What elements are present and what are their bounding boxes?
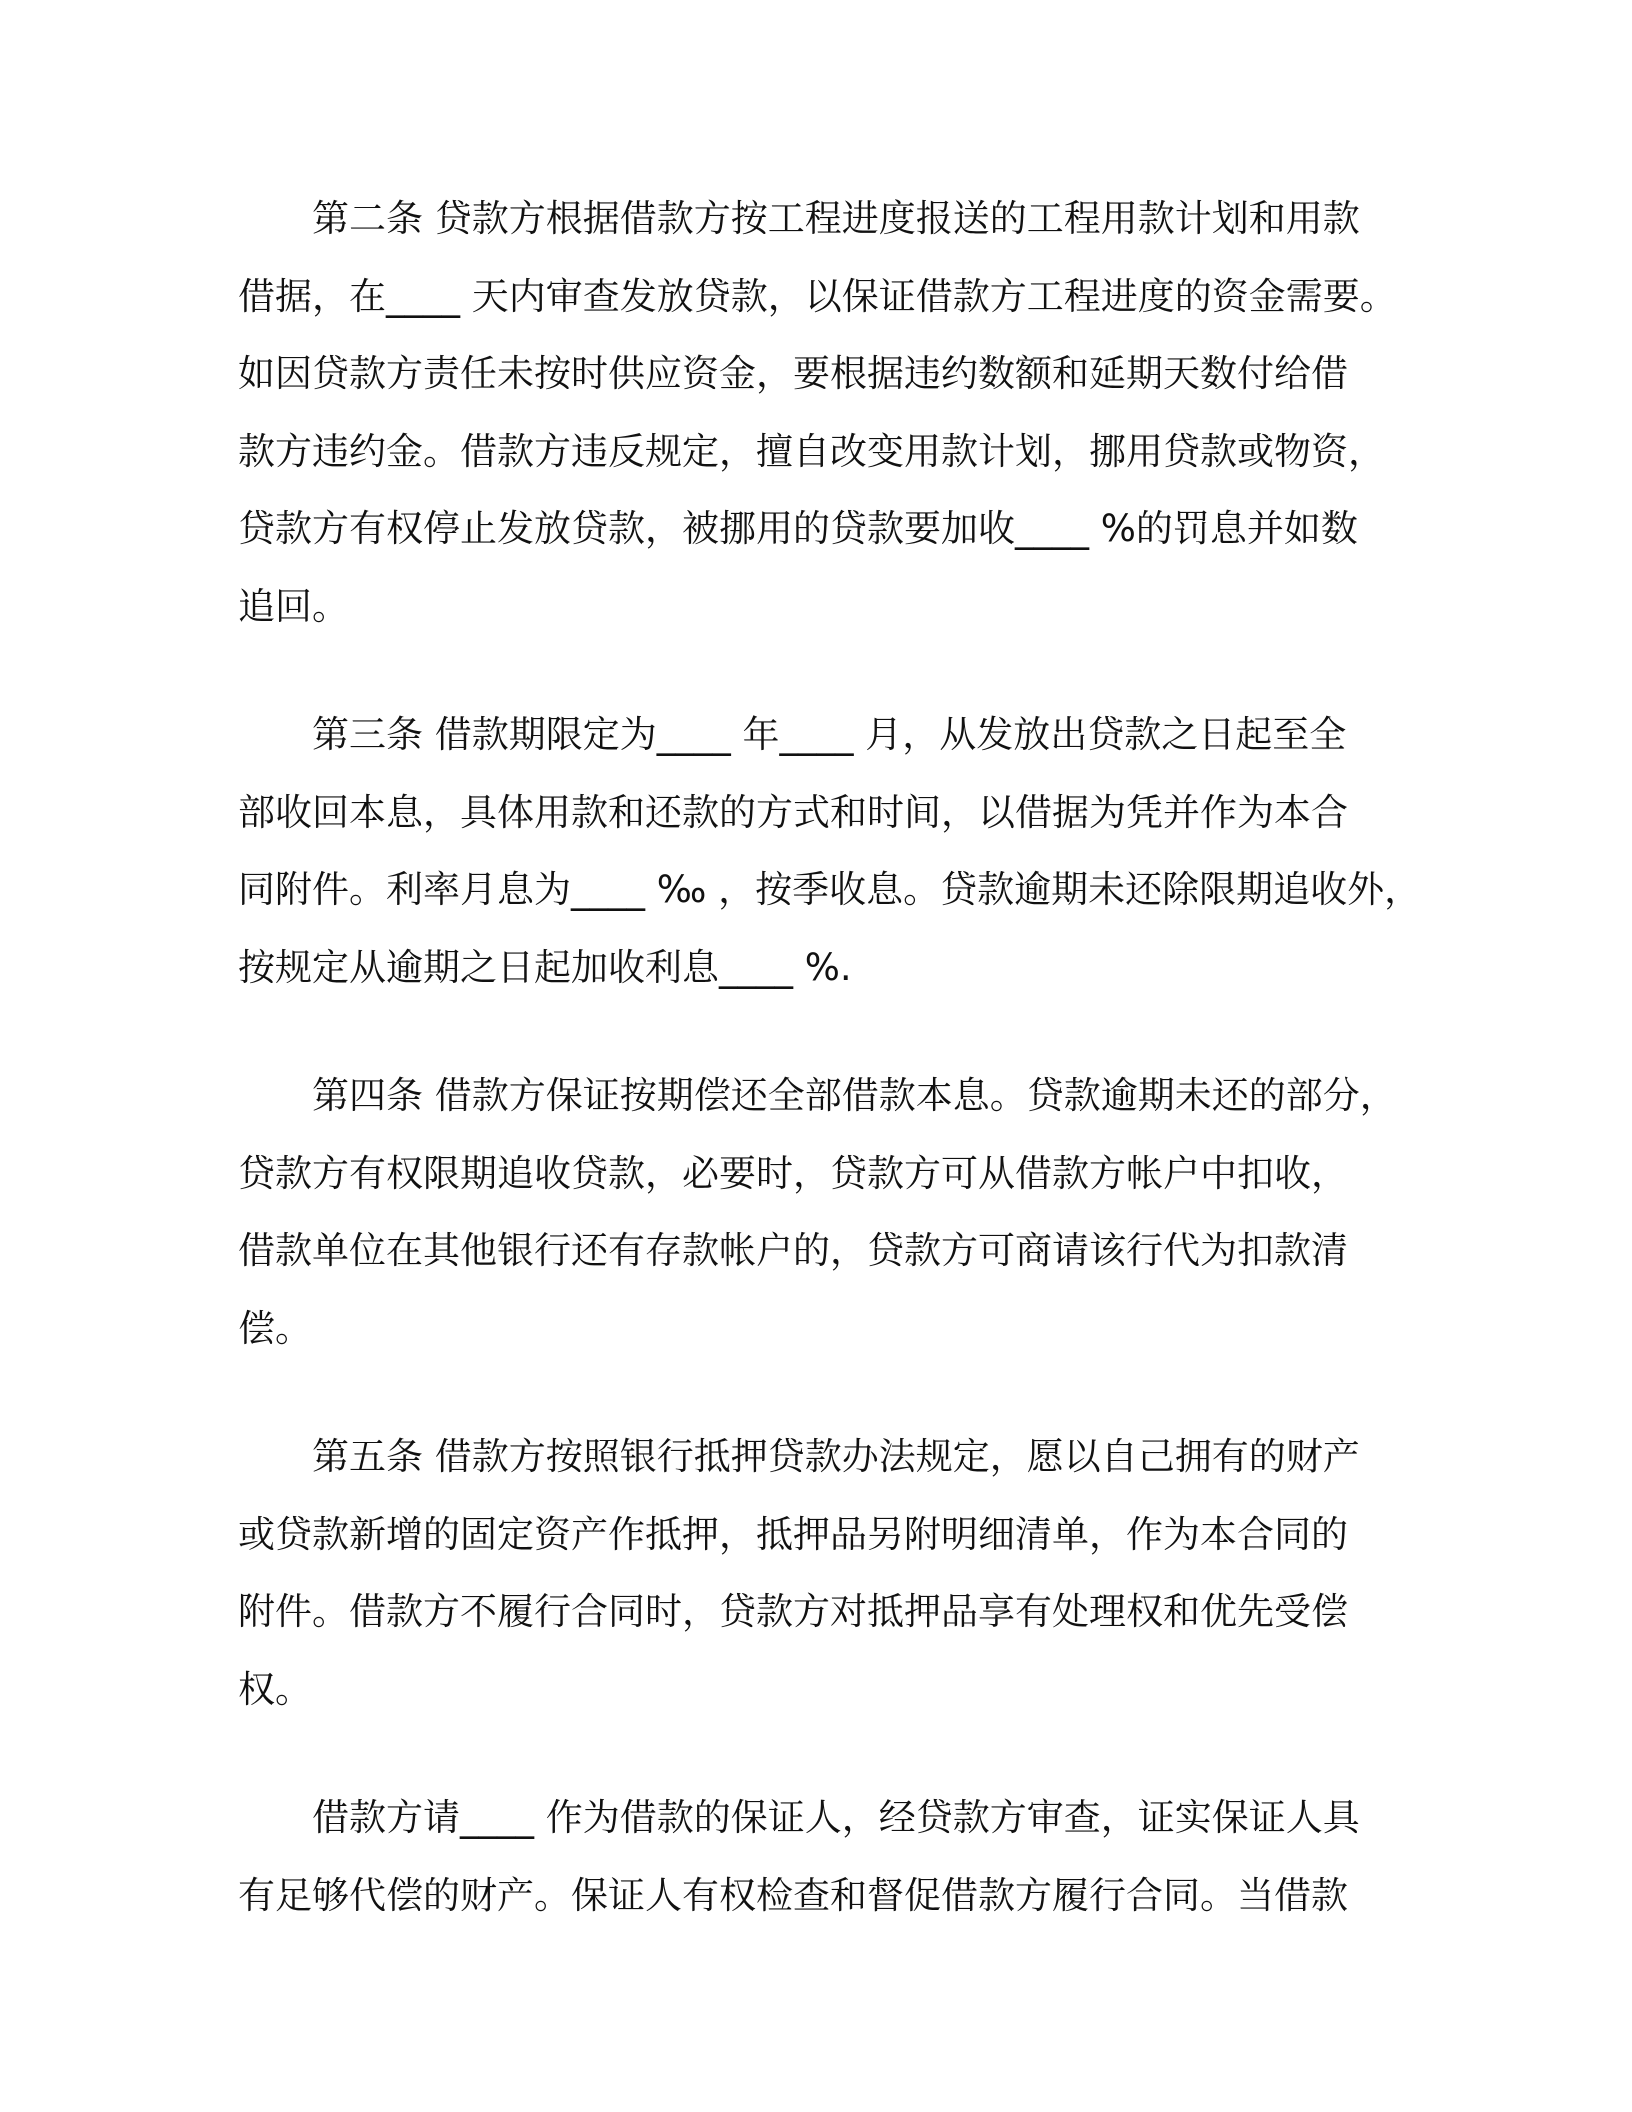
paragraph-line: 如因贷款方责任未按时供应资金，要根据违约数额和延期天数付给借 — [238, 352, 1348, 395]
paragraph-line: 第三条 借款期限定为____ 年____ 月，从发放出贷款之日起至全 — [312, 713, 1347, 756]
paragraph-line: 借据，在____ 天内审查发放贷款，以保证借款方工程进度的资金需要。 — [238, 274, 1397, 318]
paragraph-line: 第四条 借款方保证按期偿还全部借款本息。贷款逾期未还的部分， — [312, 1074, 1397, 1117]
paragraph-line: 借款单位在其他银行还有存款帐户的，贷款方可商请该行代为扣款清 — [238, 1229, 1348, 1272]
paragraph-line: 第五条 借款方按照银行抵押贷款办法规定，愿以自己拥有的财产 — [312, 1435, 1360, 1478]
paragraph-line: 或贷款新增的固定资产作抵押，抵押品另附明细清单，作为本合同的 — [238, 1512, 1348, 1556]
paragraph-article-2 — [238, 180, 1398, 645]
paragraph-line: 贷款方有权限期追收贷款，必要时，贷款方可从借款方帐户中扣收， — [238, 1151, 1348, 1195]
paragraph-article-5 — [238, 1418, 1398, 1728]
paragraph-line: 偿。 — [238, 1306, 312, 1350]
paragraph-line: 权。 — [238, 1667, 312, 1711]
paragraph-article-3 — [238, 696, 1422, 1006]
paragraph-line: 附件。借款方不履行合同时，贷款方对抵押品享有处理权和优先受偿 — [238, 1590, 1348, 1633]
paragraph-line: 追回。 — [238, 584, 349, 628]
paragraph-line: 有足够代偿的财产。保证人有权检查和督促借款方履行合同。当借款 — [238, 1873, 1348, 1917]
paragraph-line: 按规定从逾期之日起加收利息____ %. — [238, 945, 852, 989]
paragraph-article-4 — [238, 1057, 1398, 1367]
document-body — [238, 180, 1422, 1985]
paragraph-line: 贷款方有权停止发放贷款，被挪用的贷款要加收____ %的罚息并如数 — [238, 507, 1358, 550]
paragraph-line: 款方违约金。借款方违反规定，擅自改变用款计划，挪用贷款或物资， — [238, 429, 1385, 473]
paragraph-line: 借款方请____ 作为借款的保证人，经贷款方审查，证实保证人具 — [312, 1796, 1360, 1839]
paragraph-line: 部收回本息，具体用款和还款的方式和时间，以借据为凭并作为本合 — [238, 790, 1348, 834]
paragraph-guarantor — [238, 1779, 1398, 1934]
paragraph-line: 第二条 贷款方根据借款方按工程进度报送的工程用款计划和用款 — [312, 197, 1360, 240]
paragraph-line: 同附件。利率月息为____ ‰ ，按季收息。贷款逾期未还除限期追收外， — [238, 868, 1422, 911]
